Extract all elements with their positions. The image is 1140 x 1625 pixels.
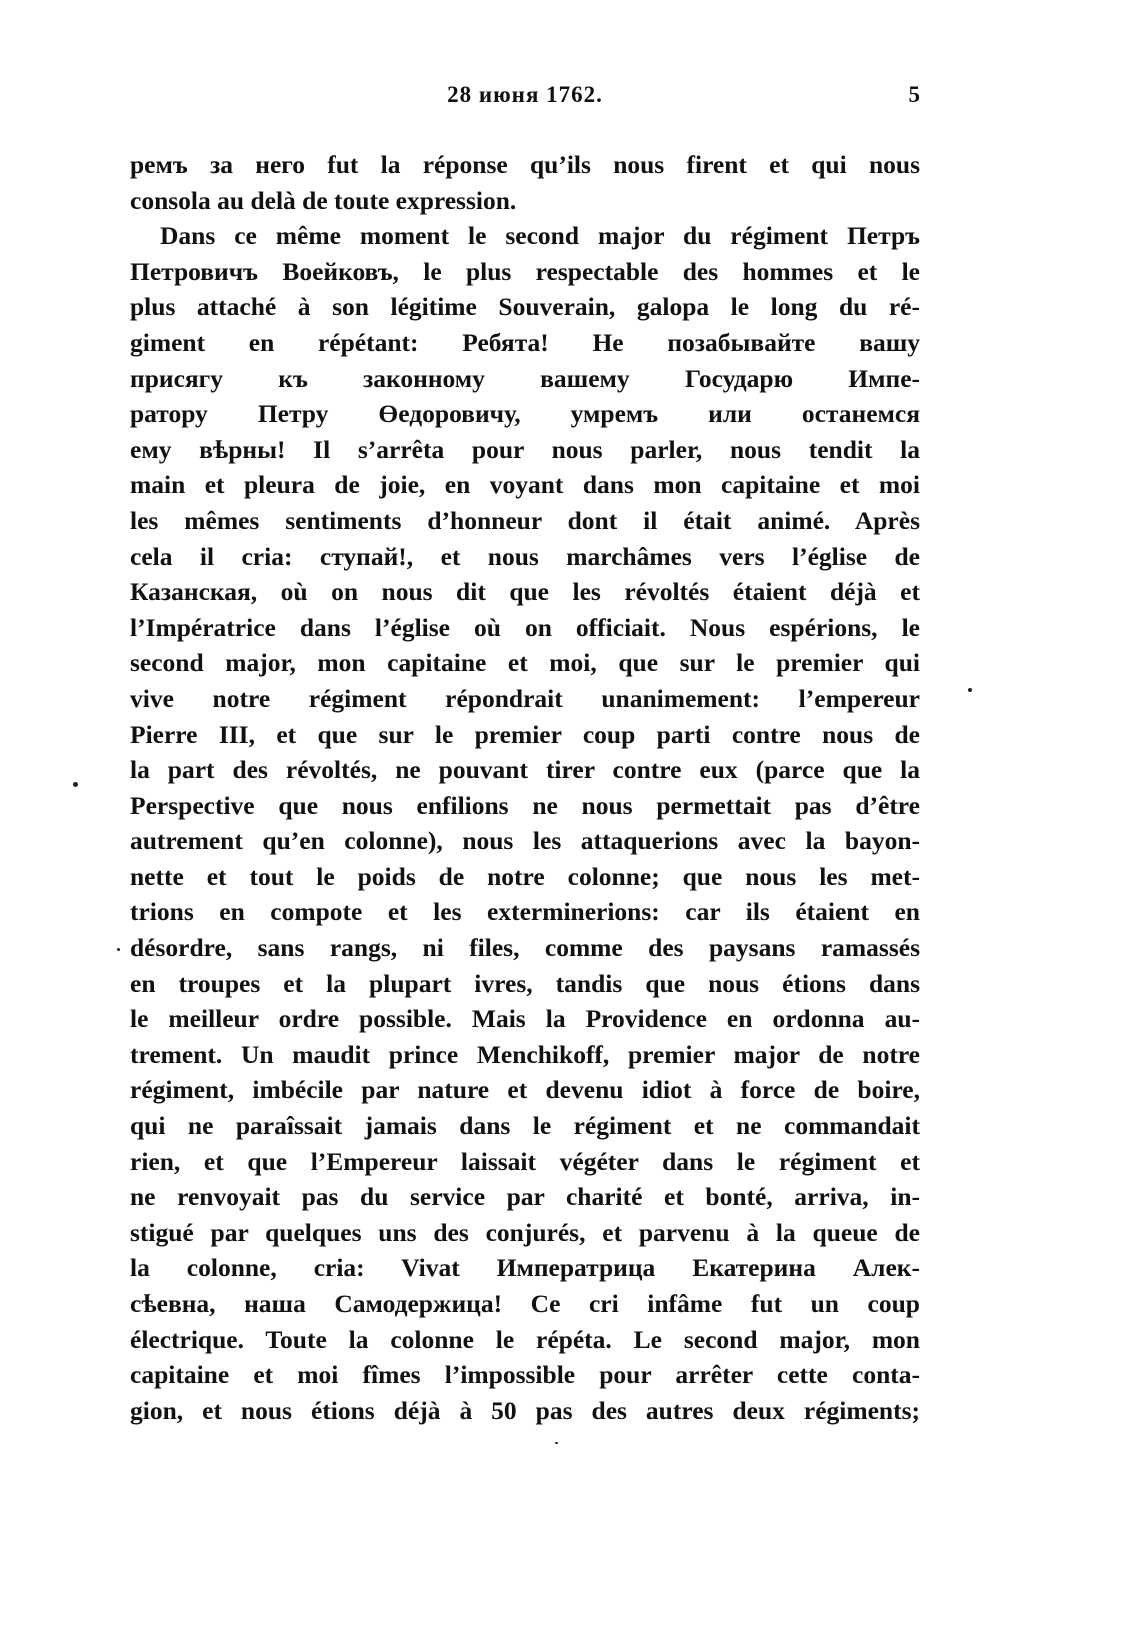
text-line: trement. Un maudit prince Menchikoff, premier major de notre: [130, 1039, 920, 1069]
text-line: en troupes et la plupart ivres, tandis que nous étions dans: [130, 968, 920, 998]
text-line: gion, et nous étions déjà à 50 pas des autres deux régiments;: [130, 1395, 920, 1425]
body-text: [130, 147, 920, 1428]
text-line: stigué par quelques uns des conjurés, et parvenu à la queue de: [130, 1217, 920, 1247]
text-line: la part des révoltés, ne pouvant tirer contre eux (parce que la: [130, 755, 920, 785]
text-line: cela il cria: ступай!, et nous marchâmes vers l’église de: [130, 541, 920, 571]
text-line: ремъ за него fut la réponse qu’ils nous firent et qui nous: [130, 150, 920, 179]
text-line: Казанская, où on nous dit que les révoltés étaient déjà et: [130, 577, 920, 607]
text-line: Dans ce même moment le second major du régiment Петръ: [160, 221, 920, 251]
text-line: électrique. Toute la colonne le répéta. Le second major, mon: [130, 1324, 920, 1354]
page-number: 5: [908, 82, 920, 107]
text-line: capitaine et moi fîmes l’impossible pour arrêter cette conta-: [130, 1360, 920, 1390]
scan-speck: [73, 782, 78, 787]
text-line: vive notre régiment répondrait unanimement: l’empereur: [130, 683, 920, 713]
text-line: присягу къ законному вашему Государю Импе-: [130, 363, 920, 393]
text-line: trions en compote et les exterminerions: car ils étaient en: [130, 897, 920, 927]
text-line: Петровичъ Воейковъ, le plus respectable des hommes et le: [130, 256, 920, 286]
text-line: сѣевна, наша Самодержица! Ce cri infâme fut un coup: [130, 1289, 920, 1318]
text-line: autrement qu’en colonne), nous les attaquerions avec la bayon-: [130, 826, 920, 856]
scan-speck: [555, 1442, 558, 1444]
text-line: ему вѣрны! Il s’arrêta pour nous parler, nous tendit la: [130, 434, 920, 464]
text-line: le meilleur ordre possible. Mais la Providence en ordonna au-: [130, 1004, 920, 1034]
text-line: ратору Петру Өедоровичу, умремъ или останемся: [130, 399, 920, 429]
page-header: [130, 82, 920, 118]
text-line: la colonne, cria: Vivat Императрица Екатерина Алек-: [130, 1253, 920, 1283]
text-line: main et pleura de joie, en voyant dans mon capitaine et moi: [130, 470, 920, 500]
text-line: giment en répétant: Ребята! Не позабывайте вашу: [130, 327, 920, 357]
text-line: désordre, sans rangs, ni files, comme des paysans ramassés: [130, 933, 920, 963]
text-line: régiment, imbécile par nature et devenu idiot à force de boire,: [130, 1075, 920, 1105]
text-line: second major, mon capitaine et moi, que sur le premier qui: [130, 648, 920, 678]
text-line: les mêmes sentiments d’honneur dont il était animé. Après: [130, 505, 920, 535]
running-title: 28 июня 1762.: [447, 82, 603, 107]
text-line: plus attaché à son légitime Souverain, galopa le long du ré-: [130, 292, 920, 322]
text-line: rien, et que l’Empereur laissait végéter dans le régiment et: [130, 1146, 920, 1176]
text-line: l’Impératrice dans l’église où on officiait. Nous espérions, le: [130, 612, 920, 642]
scan-speck: [117, 948, 120, 951]
text-line: nette et tout le poids de notre colonne; que nous les met-: [130, 861, 920, 891]
text-line: Perspective que nous enfilions ne nous permettait pas d’être: [130, 790, 920, 820]
text-line: Pierre III, et que sur le premier coup parti contre nous de: [130, 719, 920, 749]
scan-speck: [968, 688, 972, 692]
text-line: consola au delà de toute expression.: [130, 185, 517, 215]
text-line: ne renvoyait pas du service par charité et bonté, arriva, in-: [130, 1182, 920, 1212]
text-line: qui ne paraîssait jamais dans le régiment et ne commandait: [130, 1111, 920, 1141]
